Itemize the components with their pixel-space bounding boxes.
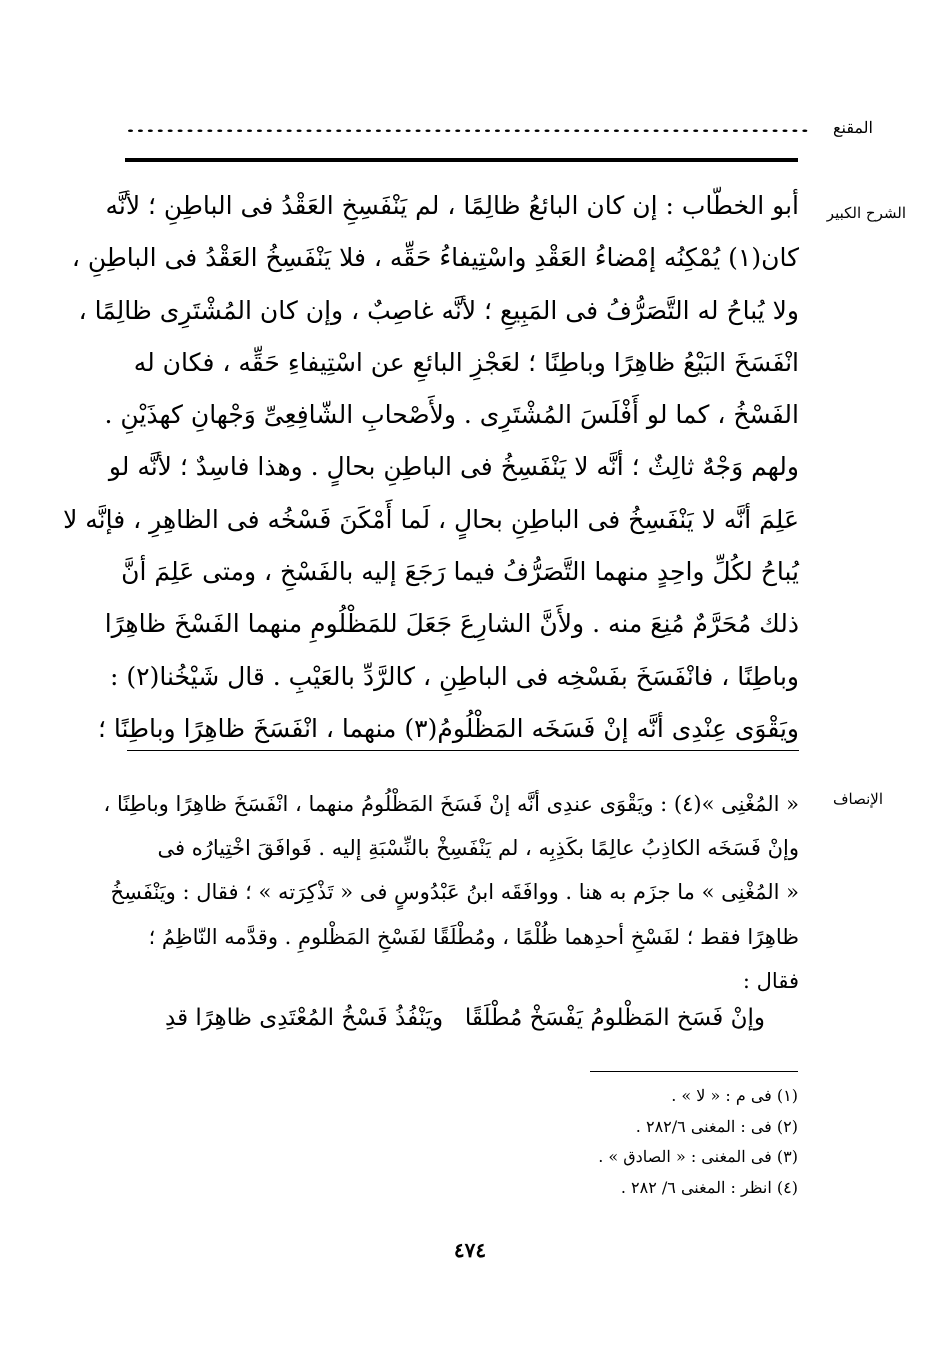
text-line: كان(١) يُمْكِنُه إمْضاءُ العَقْدِ واسْتِيفاءُ حَقِّه ، فلا يَنْفَسِخُ العَقْدُ فى الباطِنِ ، — [71, 243, 799, 273]
text-line: عَلِمَ أنَّه لا يَنْفَسِخُ فى الباطِنِ بحالٍ ، لَما أَمْكَنَ فَسْخُه فى الظاهِرِ ، فإنَّه لا — [63, 504, 799, 534]
text-line: ولهم وَجْهٌ ثالِثٌ ؛ أنَّه لا يَنْفَسِخُ فى الباطِنِ بحالٍ . وهذا فاسِدٌ ؛ لأنَّه لو — [108, 452, 799, 482]
footnote: (٣) فى المغنى : « الصادق » . — [598, 1147, 798, 1166]
text-line: ويَقْوَى عِنْدِى أنَّه إنْ فَسَخَه المَظْلُومُ(٣) منهما ، انْفَسَخَ ظاهِرًا وباطِنًا ؛ — [98, 713, 799, 743]
main-commentary-text — [63, 180, 799, 755]
footnotes — [398, 1081, 798, 1203]
footnote: (٢) فى : المغنى ٢٨٢/٦ . — [635, 1116, 798, 1136]
verse-second-hemistich: ويَنْفُذُ فَسْخُ المُعْتَدِى ظاهِرًا قدِ — [165, 1005, 444, 1031]
text-line: ظاهِرًا فقط ؛ لفَسْخِ أحدِهما ظُلْمًا ، ومُطْلَقًا لفَسْخِ المَظْلومِ . وقدَّمه النّاظِمُ ؛ — [148, 924, 799, 949]
insaf-text — [103, 782, 799, 1003]
text-line: وإنْ فَسَخَه الكاذِبُ عالِمًا بكَذِبِه ، لم يَنْفَسِخْ بالنِّسْبَةِ إليه . فَوافَقَ اخْتِيارُه فى — [157, 836, 799, 861]
text-line: وباطِنًا ، فانْفَسَخَ بفَسْخِه فى الباطِنِ ، كالرَّدِّ بالعَيْبِ . قال شَيْخُنا(٢) : — [110, 661, 799, 691]
header-dotted-leader — [128, 120, 808, 132]
footnote: (٤) انظر : المغنى ٦/ ٢٨٢ . — [620, 1177, 798, 1197]
section-divider — [127, 750, 799, 751]
footnote-rule — [590, 1071, 798, 1072]
header-rule — [125, 158, 798, 162]
text-line: « المُغْنِى » ما جزَم به هنا . ووافَقَه ابنُ عَبْدُوسٍ فى « تَذْكِرَته » ؛ فقال : ويَنْفَسِخُ — [110, 880, 799, 905]
section-label-insaf: الإنصاف — [832, 790, 883, 808]
text-line: انْفَسَخَ البَيْعُ ظاهِرًا وباطِنًا ؛ لعَجْزِ البائعِ عن اسْتِيفاءِ حَقِّه ، فكان له — [133, 347, 799, 377]
text-line: ذلك مُحَرَّمٌ مُنِعَ منه . ولأَنَّ الشارِعَ جَعَلَ للمَظْلُومِ منهما الفَسْخَ ظاهِرًا — [104, 609, 799, 639]
text-line: فقال : — [742, 968, 799, 993]
page-number: ٤٧٤ — [453, 1238, 487, 1262]
text-line: ولا يُباحُ له التَّصَرُّفُ فى المَبِيعِ ؛ لأنَّه غاصِبٌ ، وإن كان المُشْتَرِى ظالِمًا ، — [78, 295, 799, 325]
verse-first-hemistich: وإنْ فَسَخ المَظْلومُ يَفْسَخْ مُطْلَقًا — [464, 1005, 765, 1031]
text-line: يُباحُ لكُلِّ واحِدٍ منهما التَّصَرُّفُ فيما رَجَعَ إليه بالفَسْخِ ، ومتى عَلِمَ أنَّ — [121, 557, 799, 587]
poem-verse — [165, 1005, 765, 1031]
text-line: « المُغْنِى »(٤) : ويَقْوَى عندِى أنَّه إنْ فَسَخَ المَظْلُومُ منهما ، انْفَسَخَ ظاهِرًا وباطِنًا ، — [103, 792, 799, 816]
footnote: (١) فى م : « لا » . — [671, 1086, 798, 1105]
running-title: المقنع — [832, 118, 873, 137]
text-line: الفَسْخُ ، كما لو أَفْلَسَ المُشْتَرِى . ولأَصْحابِ الشّافِعِىِّ وَجْهانِ كهذَيْنِ . — [104, 400, 799, 430]
text-line: أبو الخطّاب : إن كان البائعُ ظالِمًا ، لم يَنْفَسِخِ العَقْدُ فى الباطِنِ ؛ لأنَّه — [105, 191, 799, 220]
section-label-sharh: الشرح الكبير — [826, 204, 906, 222]
